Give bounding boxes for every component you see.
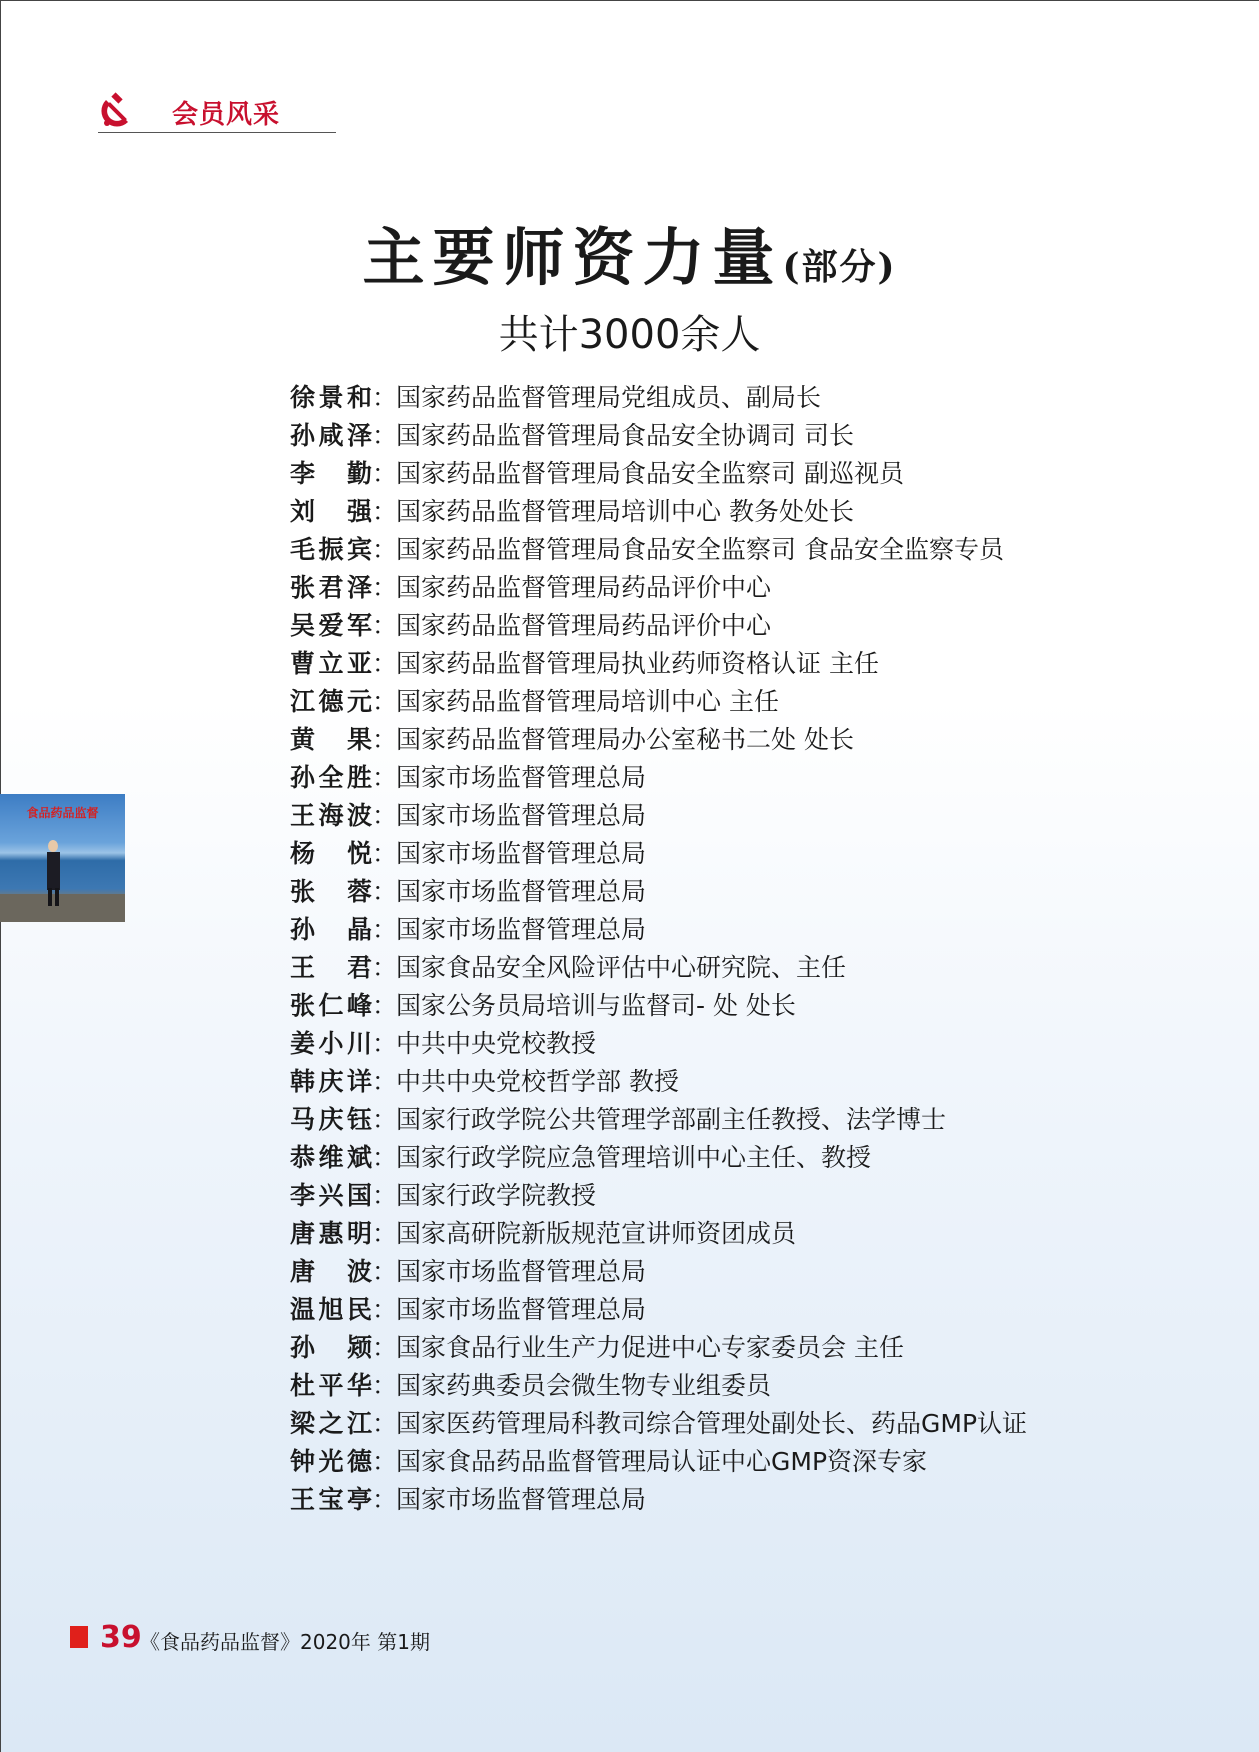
person-name: 唐惠明 bbox=[290, 1219, 372, 1248]
name-separator: ： bbox=[372, 649, 398, 678]
name-separator: ： bbox=[372, 573, 398, 602]
section-title: 会员风采 bbox=[172, 100, 281, 130]
roster-item bbox=[290, 949, 1027, 987]
person-title: 国家医药管理局科教司综合管理处副处长、药品GMP认证 bbox=[396, 1409, 1028, 1438]
roster-item bbox=[290, 683, 1027, 721]
name-separator: ： bbox=[372, 1257, 398, 1286]
roster-item bbox=[290, 1101, 1027, 1139]
person-title: 国家市场监督管理总局 bbox=[396, 1485, 647, 1514]
person-name: 马庆钰 bbox=[290, 1105, 372, 1134]
person-title: 国家食品药品监督管理局认证中心GMP资深专家 bbox=[396, 1447, 928, 1476]
name-separator: ： bbox=[372, 497, 398, 526]
roster-item bbox=[290, 1291, 1027, 1329]
person-name: 张蓉 bbox=[290, 877, 372, 906]
person-title: 国家市场监督管理总局 bbox=[396, 915, 647, 944]
person-title: 国家药品监督管理局办公室秘书二处 处长 bbox=[396, 725, 854, 754]
person-name: 温旭民 bbox=[290, 1295, 372, 1324]
roster-item bbox=[290, 1253, 1027, 1291]
name-separator: ： bbox=[372, 839, 398, 868]
name-separator: ： bbox=[372, 1333, 398, 1362]
roster-item bbox=[290, 455, 1027, 493]
roster-item bbox=[290, 1215, 1027, 1253]
section-header bbox=[98, 88, 336, 133]
name-separator: ： bbox=[372, 459, 398, 488]
person-name: 徐景和 bbox=[290, 383, 372, 412]
person-title: 国家高研院新版规范宣讲师资团成员 bbox=[396, 1219, 797, 1248]
person-name: 孙颎 bbox=[290, 1333, 372, 1362]
person-title: 国家药品监督管理局执业药师资格认证 主任 bbox=[396, 649, 879, 678]
roster-item bbox=[290, 1367, 1027, 1405]
roster-item bbox=[290, 1405, 1027, 1443]
person-name: 吴爱军 bbox=[290, 611, 372, 640]
person-title: 国家药品监督管理局食品安全协调司 司长 bbox=[396, 421, 854, 450]
person-title: 国家药品监督管理局培训中心 教务处处长 bbox=[396, 497, 854, 526]
roster-item bbox=[290, 1139, 1027, 1177]
person-title: 国家药典委员会微生物专业组委员 bbox=[396, 1371, 772, 1400]
person-title: 国家市场监督管理总局 bbox=[396, 763, 647, 792]
roster-item bbox=[290, 759, 1027, 797]
person-title: 中共中央党校教授 bbox=[396, 1029, 597, 1058]
person-name: 杜平华 bbox=[290, 1371, 372, 1400]
name-separator: ： bbox=[372, 877, 398, 906]
name-separator: ： bbox=[372, 763, 398, 792]
name-separator: ： bbox=[372, 1105, 398, 1134]
name-separator: ： bbox=[372, 421, 398, 450]
person-name: 王宝亭 bbox=[290, 1485, 372, 1514]
roster-item bbox=[290, 797, 1027, 835]
person-title: 国家药品监督管理局食品安全监察司 副巡视员 bbox=[396, 459, 904, 488]
person-title: 国家行政学院教授 bbox=[396, 1181, 597, 1210]
person-name: 孙晶 bbox=[290, 915, 372, 944]
person-title: 国家市场监督管理总局 bbox=[396, 877, 647, 906]
person-title: 国家市场监督管理总局 bbox=[396, 839, 647, 868]
person-name: 杨悦 bbox=[290, 839, 372, 868]
name-separator: ： bbox=[372, 953, 398, 982]
roster-item bbox=[290, 987, 1027, 1025]
person-name: 孙全胜 bbox=[290, 763, 372, 792]
page-title bbox=[0, 208, 1259, 297]
person-title: 国家药品监督管理局药品评价中心 bbox=[396, 611, 772, 640]
person-name: 恭维斌 bbox=[290, 1143, 372, 1172]
page-number: 39 bbox=[100, 1620, 142, 1655]
person-title: 国家药品监督管理局党组成员、副局长 bbox=[396, 383, 822, 412]
roster-item bbox=[290, 1481, 1027, 1519]
roster-item bbox=[290, 417, 1027, 455]
roster-item bbox=[290, 493, 1027, 531]
name-separator: ： bbox=[372, 383, 398, 412]
name-separator: ： bbox=[372, 1067, 398, 1096]
name-separator: ： bbox=[372, 1219, 398, 1248]
roster-item bbox=[290, 911, 1027, 949]
name-separator: ： bbox=[372, 1409, 398, 1438]
roster-item bbox=[290, 1063, 1027, 1101]
name-separator: ： bbox=[372, 801, 398, 830]
person-title: 国家药品监督管理局培训中心 主任 bbox=[396, 687, 779, 716]
person-name: 姜小川 bbox=[290, 1029, 372, 1058]
person-name: 曹立亚 bbox=[290, 649, 372, 678]
person-title: 国家公务员局培训与监督司- 处 处长 bbox=[396, 991, 796, 1020]
person-name: 唐波 bbox=[290, 1257, 372, 1286]
person-name: 江德元 bbox=[290, 687, 372, 716]
roster-item bbox=[290, 645, 1027, 683]
roster-item bbox=[290, 531, 1027, 569]
roster-item bbox=[290, 835, 1027, 873]
name-separator: ： bbox=[372, 915, 398, 944]
person-name: 李兴国 bbox=[290, 1181, 372, 1210]
person-title: 国家行政学院公共管理学部副主任教授、法学博士 bbox=[396, 1105, 947, 1134]
person-name: 王君 bbox=[290, 953, 372, 982]
person-title: 中共中央党校哲学部 教授 bbox=[396, 1067, 679, 1096]
page-subtitle: 共计3000余人 bbox=[498, 312, 761, 358]
name-separator: ： bbox=[372, 1485, 398, 1514]
name-separator: ： bbox=[372, 687, 398, 716]
name-separator: ： bbox=[372, 991, 398, 1020]
roster-item bbox=[290, 1443, 1027, 1481]
roster-item bbox=[290, 1177, 1027, 1215]
roster-item bbox=[290, 569, 1027, 607]
person-title: 国家食品行业生产力促进中心专家委员会 主任 bbox=[396, 1333, 904, 1362]
person-name: 黄果 bbox=[290, 725, 372, 754]
roster-item bbox=[290, 379, 1027, 417]
name-separator: ： bbox=[372, 1029, 398, 1058]
person-name: 孙咸泽 bbox=[290, 421, 372, 450]
person-title: 国家药品监督管理局药品评价中心 bbox=[396, 573, 772, 602]
roster-item bbox=[290, 1025, 1027, 1063]
person-name: 钟光德 bbox=[290, 1447, 372, 1476]
roster-item bbox=[290, 1329, 1027, 1367]
name-separator: ： bbox=[372, 1295, 398, 1324]
hammer-sickle-icon bbox=[98, 92, 136, 128]
page-title-suffix: (部分) bbox=[782, 246, 897, 288]
person-title: 国家药品监督管理局食品安全监察司 食品安全监察专员 bbox=[396, 535, 1004, 564]
faculty-roster bbox=[290, 379, 1027, 1519]
person-name: 李勤 bbox=[290, 459, 372, 488]
name-separator: ： bbox=[372, 725, 398, 754]
person-title: 国家市场监督管理总局 bbox=[396, 1295, 647, 1324]
name-separator: ： bbox=[372, 1143, 398, 1172]
person-name: 王海波 bbox=[290, 801, 372, 830]
publication-info: 《食品药品监督》2020年 第1期 bbox=[140, 1630, 430, 1654]
roster-item bbox=[290, 607, 1027, 645]
person-name: 毛振宾 bbox=[290, 535, 372, 564]
name-separator: ： bbox=[372, 1181, 398, 1210]
person-title: 国家市场监督管理总局 bbox=[396, 801, 647, 830]
name-separator: ： bbox=[372, 1371, 398, 1400]
person-title: 国家市场监督管理总局 bbox=[396, 1257, 647, 1286]
page-title-main: 主要师资力量 bbox=[362, 221, 783, 294]
side-photo bbox=[0, 794, 125, 922]
person-name: 梁之江 bbox=[290, 1409, 372, 1438]
person-name: 刘强 bbox=[290, 497, 372, 526]
side-photo-label: 食品药品监督 bbox=[26, 806, 99, 820]
person-title: 国家行政学院应急管理培训中心主任、教授 bbox=[396, 1143, 872, 1172]
roster-item bbox=[290, 721, 1027, 759]
name-separator: ： bbox=[372, 535, 398, 564]
person-title: 国家食品安全风险评估中心研究院、主任 bbox=[396, 953, 847, 982]
roster-item bbox=[290, 873, 1027, 911]
person-name: 韩庆详 bbox=[290, 1067, 372, 1096]
name-separator: ： bbox=[372, 1447, 398, 1476]
footer-marker bbox=[70, 1626, 88, 1648]
person-name: 张君泽 bbox=[290, 573, 372, 602]
name-separator: ： bbox=[372, 611, 398, 640]
person-name: 张仁峰 bbox=[290, 991, 372, 1020]
